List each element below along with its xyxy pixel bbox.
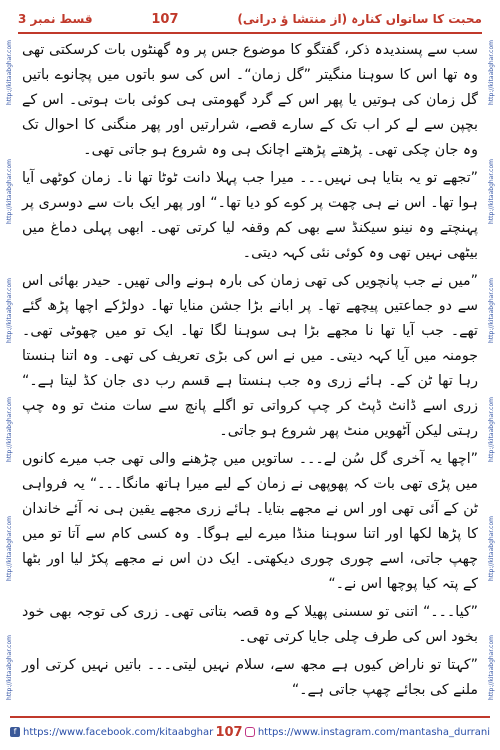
watermark-text: http://kitaabghar.com [487,397,495,462]
watermark-text: http://kitaabghar.com [487,159,495,224]
episode-label: قسط نمبر 3 [18,12,93,26]
facebook-icon: f [10,727,20,737]
facebook-url: https://www.facebook.com/kitaabghar [23,726,214,738]
watermark-text: http://kitaabghar.com [5,397,13,462]
paragraph: سب سے پسندیدہ ذکر، گفتگو کا موضوع جس پر وہ گھنٹوں بات کرسکتی تھی وہ تھا اس کا سوہنا منگیتر ”گل زمان“۔ اس کی سو باتوں میں پچانوے باتیں گل زمان کی ہوتیں یا پھر اس کے گرد گھومتی ہی کوئی بات ہوتی۔ اس کے بچپن سے لے کر اب تک کے سارے قصے، شرارتیں اور پھر منگنی کا احوال تک وہ جان چکی تھی۔ پڑھتے پڑھتے اچانک ہی وہ شروع ہو جاتی تھی۔ [22,42,478,158]
watermark-text: http://kitaabghar.com [5,635,13,700]
story-title: محبت کا ساتواں کنارہ (از منتشا ؤ درانی) [237,12,482,26]
watermark-text: http://kitaabghar.com [5,516,13,581]
paragraph: ”میں نے جب پانچویں کی تھی زمان کی بارہ ہونے والی تھیں۔ حیدر بھائی اس سے دو جماعتیں پیچھے تھا۔ پر ابانے بڑا جشن منایا تھا۔ دولڑکے اچھا پڑھ گئے تھے۔ جب آیا تھا نا مجھے بڑا ہی سوہنا لگا تھا۔ ایک تو میں چھوٹی تھی۔ جومنہ میں آیا کہہ دیتی۔ میں نے اس کی بڑی تعریف کی تھی۔ وہ اتنا ہنستا رہا تھا ٹن کے۔ ہائے زری وہ جب ہنستا ہے قسم رب دی جان کڈ لیتا ہے۔“ زری اسے ڈانٹ ڈپٹ کر چپ کرواتی تو اگلے پانچ سے سات منٹ تو وہ چپ رہتی لیکن آٹھویں منٹ پھر شروع ہو جاتی۔ [22,273,478,439]
facebook-link[interactable] [10,727,213,738]
watermark-text: http://kitaabghar.com [5,159,13,224]
watermark-text: http://kitaabghar.com [487,635,495,700]
watermark-text: http://kitaabghar.com [487,516,495,581]
instagram-icon [245,727,255,737]
watermark-text: http://kitaabghar.com [5,278,13,343]
paragraph: ”کیا۔۔۔“ اتنی تو سسنی پھیلا کے وہ قصہ بتاتی تھی۔ زری کی توجہ بھی خود بخود اس کی طرف چلی جایا کرتی تھی۔ [22,604,478,645]
paragraph: ”اچھا یہ آخری گل سُن لے۔۔۔ ساتویں میں چڑھنے والی تھی جب میرے کانوں میں پڑی تھی بات کہ پھوپھی نے زمان کے لیے میرا ہاتھ مانگا۔۔۔“ یہ فرواہی ٹن کے آئی تھی اور اس نے مجھے بتایا۔ ہائے زری مجھے یقین ہی نہ آئے خاندان کا پڑھا لکھا اور اتنا سوہنا منڈا میرے لیے ہوگا۔ وہ کسی کام سے آتا تو میں چھپ جاتی، اسے چوری چوری دیکھتی۔ ایک دن اس نے مجھے پکڑ لیا اور بٹھا کے پتہ کیا پوچھا اس نے۔“ [22,451,478,592]
watermark-text: http://kitaabghar.com [487,278,495,343]
page-footer [10,716,490,746]
paragraph: ”تجھے تو یہ بتایا ہی نہیں۔۔۔ میرا جب پہلا دانت ٹوٹا تھا نا۔ زمان کوٹھی آیا ہوا تھا۔ اس نے ہی چھت پر کوے کو دیا تھا۔“ اور پھر ایک بات سے دوسری پر پہنچتے وہ نینو سیکنڈ سے بھی کم وقفہ لیا کرتی تھی۔ ابھی پہلی دماغ میں بیٹھی نہیں تھی وہ کوئی نئی کہہ دیتی۔ [22,170,478,261]
page-header [18,6,482,34]
watermark-text: http://kitaabghar.com [5,40,13,105]
watermark-text: http://kitaabghar.com [487,40,495,105]
right-watermark-column [484,40,498,700]
left-watermark-column [2,40,16,700]
footer-page-number: 107 [215,724,243,740]
story-body [22,38,478,702]
paragraph: ”کہتا تو ناراض کیوں ہے مجھ سے، سلام نہیں لیتی۔۔۔ باتیں نہیں کرتی اور ملنے کی بجائے چھپ جاتی ہے۔“ [22,657,478,698]
instagram-url: https://www.instagram.com/mantasha_durrani [257,726,490,738]
header-page-number: 107 [151,11,179,27]
instagram-link[interactable] [245,727,490,738]
